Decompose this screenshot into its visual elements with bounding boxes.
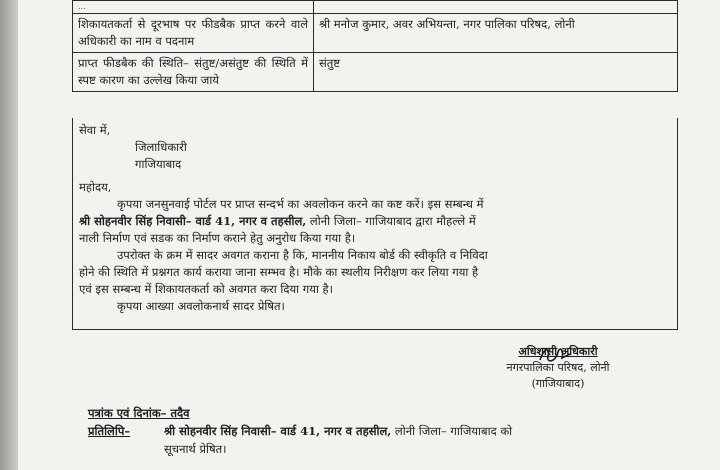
feedback-status-value: संतुष्ट: [314, 53, 678, 92]
letter-closing: कृपया आख्या अवलोकनार्थ सादर प्रेषित।: [117, 299, 285, 313]
officer-name-value: श्री मनोज कुमार, अवर अभियन्ता, नगर पालिका परिषद, लोनी: [314, 14, 678, 53]
letter-salutation: महोदय,: [79, 180, 112, 194]
para1-line2: [79, 213, 671, 230]
copy-rest: लोनी जिला– गाजियाबाद को: [391, 424, 513, 438]
copy-label: प्रतिलिपि–: [88, 424, 131, 438]
signatory-title: अधिशासी अधिकारी: [518, 345, 598, 358]
table-row: [73, 53, 678, 92]
reference-line: पत्रांक एवं दिनांक– तदैव: [88, 406, 190, 420]
para1-line1: कृपया जनसुनवाई पोर्टल पर प्राप्त सन्दर्भ का अवलोकन करने का कष्ट करें। इस सम्बन्ध में: [117, 197, 484, 211]
letter-footer: [88, 404, 680, 458]
signature-block: [478, 344, 638, 392]
signatory-district: (गाजियाबाद): [531, 377, 585, 390]
copy-text: [164, 422, 680, 458]
copy-line2: सूचनार्थ प्रेषित।: [164, 442, 227, 456]
table-cell-cutoff: ...: [73, 1, 314, 14]
table-cell-cutoff-value: [314, 1, 678, 14]
table-row-cutoff: [73, 1, 678, 14]
para1-line3: नाली निर्माण एवं सडक का निर्माण कराने हेतु अनुरोध किया गया है।: [79, 231, 356, 245]
table-row: [73, 14, 678, 53]
para2-line1: उपरोक्त के क्रम में सादर अवगत कराना है कि, माननीय निकाय बोर्ड की स्वीकृति व निविदा: [117, 248, 488, 262]
letter-body: [72, 118, 678, 330]
signatory-org: नगरपालिका परिषद, लोनी: [506, 361, 610, 374]
para1-line2-rest: लोनी जिला– गाजियाबाद द्वारा मौहल्ले में: [306, 214, 476, 228]
copy-row: [88, 422, 680, 458]
feedback-table: [72, 0, 678, 92]
letter-addressee: जिलाधिकारी: [135, 140, 187, 154]
para2-line3: एवं इस सम्बन्ध में शिकायतकर्ता को अवगत करा दिया गया है।: [79, 282, 333, 296]
officer-name-label: शिकायतकर्ता से दूरभाष पर फीडबैक प्राप्त करने वाले अधिकारी का नाम व पदनाम: [73, 14, 314, 53]
para2-line2: होने की स्थिति में प्रश्नगत कार्य कराया जाना सम्भव है। मौके का स्थलीय निरीक्षण कर लिया गया है: [79, 265, 479, 279]
copy-recipient: श्री सोहनवीर सिंह निवासी– वार्ड 41, नगर व तहसील,: [164, 424, 392, 438]
letter-addressee-city: गाजियाबाद: [135, 157, 182, 171]
complainant-name: श्री सोहनवीर सिंह निवासी– वार्ड 41, नगर व तहसील,: [79, 214, 307, 228]
feedback-status-label: प्राप्त फीडबैक की स्थिति– संतुष्ट/असंतुष्ट की स्थिति में स्पष्ट कारण का उल्लेख किया जाये: [73, 53, 314, 92]
page-shadow-edge: [0, 0, 18, 470]
letter-to: सेवा में,: [79, 123, 111, 137]
